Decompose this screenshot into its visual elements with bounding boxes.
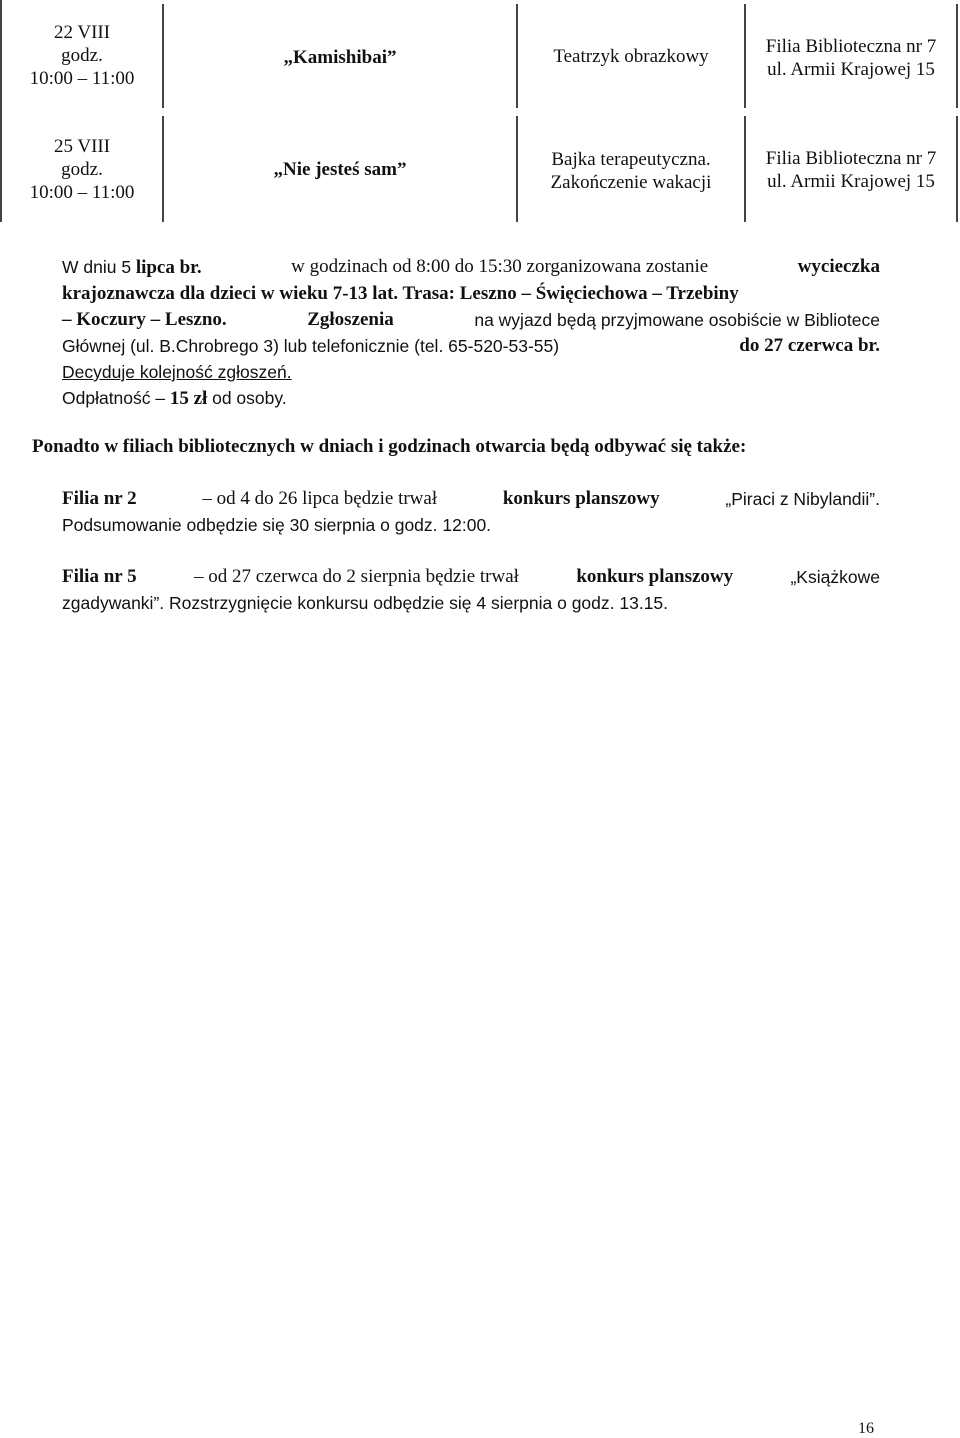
event-location: Filia Biblioteczna nr 7 ul. Armii Krajowej 15 xyxy=(765,36,937,80)
paragraph-line: Decyduje kolejność zgłoszeń. xyxy=(62,362,292,382)
table-border xyxy=(516,116,518,222)
event-date: 25 VIII xyxy=(53,135,111,157)
page-number: 16 xyxy=(858,1420,874,1437)
event-title: „Nie jesteś sam” xyxy=(273,158,407,180)
event-date: 22 VIII xyxy=(53,21,111,43)
paragraph-line: Odpłatność – 15 zł od osoby. xyxy=(62,388,287,409)
table-border xyxy=(162,4,164,108)
branch5-paragraph xyxy=(62,564,880,616)
paragraph-line: krajoznawcza dla dzieci w wieku 7-13 lat. Trasa: Leszno – Święciechowa – Trzebiny xyxy=(62,283,739,304)
trip-paragraph xyxy=(62,254,880,412)
table-border xyxy=(744,116,746,222)
table-border xyxy=(956,116,958,222)
event-time: 10:00 – 11:00 xyxy=(29,67,135,89)
table-row xyxy=(4,130,160,208)
event-time-label: godz. xyxy=(61,158,103,180)
event-description: Teatrzyk obrazkowy xyxy=(553,45,709,67)
table-border xyxy=(162,116,164,222)
event-time: 10:00 – 11:00 xyxy=(29,181,135,203)
event-title: „Kamishibai” xyxy=(283,46,397,68)
paragraph-line: – Koczury – Leszno. Zgłoszenia na wyjazd będą przyjmowane osobiście w Bibliotece xyxy=(62,309,880,330)
paragraph-line: zgadywanki”. Rozstrzygnięcie konkursu odbędzie się 4 sierpnia o godz. 13.15. xyxy=(62,593,669,613)
event-description: Bajka terapeutyczna. Zakończenie wakacji xyxy=(550,149,712,193)
event-time-label: godz. xyxy=(61,44,103,66)
paragraph-line: Głównej (ul. B.Chrobrego 3) lub telefonicznie (tel. 65-520-53-55) do 27 czerwca br. xyxy=(62,335,880,356)
paragraph-line: Podsumowanie odbędzie się 30 sierpnia o godz. 12:00. xyxy=(62,515,492,535)
section-heading: Ponadto w filiach bibliotecznych w dniach i godzinach otwarcia będą odbywać się także: xyxy=(32,436,747,457)
table-border xyxy=(0,0,2,222)
paragraph-line: W dniu 5 lipca br. w godzinach od 8:00 do 15:30 zorganizowana zostanie wycieczka xyxy=(62,256,880,278)
table-border xyxy=(744,4,746,108)
paragraph-line: Filia nr 5 – od 27 czerwca do 2 sierpnia będzie trwał konkurs planszowy „Książkowe xyxy=(62,566,880,587)
paragraph-line: Filia nr 2 – od 4 do 26 lipca będzie trwał konkurs planszowy „Piraci z Nibylandii”. xyxy=(62,488,880,509)
table-border xyxy=(956,4,958,108)
branch2-paragraph xyxy=(62,486,880,538)
table-border xyxy=(516,4,518,108)
table-row xyxy=(4,16,160,94)
event-location: Filia Biblioteczna nr 7 ul. Armii Krajowej 15 xyxy=(765,148,937,192)
